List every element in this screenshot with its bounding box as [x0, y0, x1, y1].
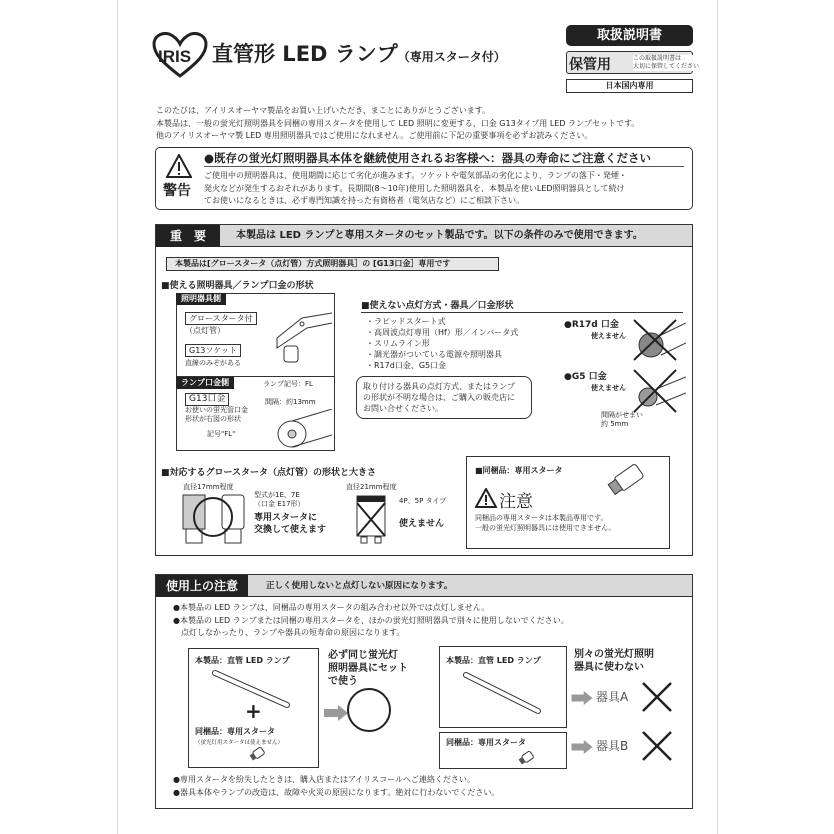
iris-logo	[152, 32, 208, 78]
cap-label: G13口金	[185, 393, 229, 406]
separate-starter-box	[439, 732, 567, 769]
starter-heading: ■対応するグロースタータ（点灯管）の形状と大きさ	[161, 468, 377, 478]
glow-starter-illustration	[180, 493, 248, 545]
intro-text: このたびは、アイリスオーヤマ製品をお買い上げいただき、まことにありがとうございます。 本製品は、一般の蛍光灯照明器具を同梱の専用スタータを使用して LED 照明に変更する、口金 G13タイプ用 LED ランプセットです。 他のアイリスオーヤマ製 LED 専用照明器具ではご使用になれません。ご使用前に下記の重要事項を必ずお読みください。	[156, 106, 640, 140]
keep-badge	[566, 51, 700, 74]
replace-note: 専用スタータに 交換して使えます	[254, 513, 327, 535]
g5-gap: 間隔がせまい 約 5mm	[601, 411, 643, 428]
cross-icon	[641, 681, 673, 713]
same-fixture-note: 必ず同じ蛍光灯 照明器具にセット で使う	[328, 650, 408, 687]
g5-note: 使えません	[591, 384, 626, 392]
usable-heading: ■使える照明器具／ランプ口金の形状	[161, 281, 314, 291]
r17d-cross-icon	[626, 315, 686, 365]
cannot-use: 使えません	[399, 519, 445, 529]
usage-label: 使用上の注意	[156, 575, 248, 597]
led-lamp-icon	[462, 671, 542, 715]
important-notice: 本製品は[グロースタータ（点灯管）方式照明器具］の [G13口金］専用です	[166, 257, 499, 271]
included-box	[466, 456, 670, 549]
warning-box	[155, 147, 693, 210]
g5-cross-icon	[626, 367, 686, 415]
pin-gap: 間隔：約13mm	[265, 398, 316, 406]
separate-note: 別々の蛍光灯照明 器具に使わない	[574, 649, 654, 673]
svg-text:IRIS: IRIS	[158, 47, 192, 66]
lamp-label: 本製品：直管 LED ランプ	[446, 656, 541, 665]
fixture-b-label: 器具B	[596, 739, 629, 753]
cross-icon	[641, 730, 673, 762]
lamp-code: ランプ記号：FL	[263, 380, 313, 388]
socket-note: 直線のみぞがある	[185, 359, 241, 367]
cap-note: お使いの蛍光管口金 形状が右図の形状	[185, 406, 248, 423]
starter-icon	[607, 463, 647, 497]
lamp-label: 本製品：直管 LED ランプ	[195, 656, 290, 665]
starter-icon	[249, 747, 265, 761]
ok-circle-icon	[346, 687, 392, 733]
r17d-note: 使えません	[591, 332, 626, 340]
important-label: 重 要	[156, 225, 220, 247]
arrow-right-icon	[571, 691, 593, 705]
glow-label: グロースタータ付	[185, 312, 257, 325]
starter-note: （蛍光灯用スタータは使えません）	[195, 740, 284, 746]
plus-sign: +	[245, 699, 262, 723]
page-edge-left	[117, 0, 118, 834]
keep-label: 保管用	[569, 57, 611, 73]
domestic-badge: 日本国内専用	[566, 79, 693, 93]
inquiry-note: 取り付ける器具の点灯方式、またはランプ の形状が不明な場合は、ご購入の販売店に お問い合せください。	[356, 376, 532, 419]
4p-starter-cross-icon	[354, 493, 388, 545]
dia17-label: 直径17mm程度	[183, 483, 234, 491]
starter-icon	[518, 751, 534, 765]
unusable-list: ・ラピッドスタート式 ・高周波点灯専用（Hf）形／インバータ式 ・スリムライン形 ・調光器がついている電源や照明器具 ・R17d口金、G5口金	[366, 317, 519, 370]
lamp-side-label: ランプ口金側	[176, 377, 234, 389]
caution-label: 注意	[499, 492, 533, 512]
lamp-cap-illustration	[272, 409, 332, 449]
separate-lamp-box	[439, 646, 567, 728]
included-heading: ■同梱品：専用スタータ	[475, 466, 563, 475]
usage-message: 正しく使用しないと点灯しない原因になります。	[266, 581, 453, 591]
warning-text: ご使用中の照明器具は、使用期間に応じて劣化が進みます。ソケットや電気部品の劣化により、ランプの落下・発煙・ 発火などが発生するおそれがあります。長期間(8～10年)使用した照明器具を、本製品を使いLED照明器具として続け てお使いになるときは、必ず専門知識を持った有資格者（電気店など）にご相談下さい。	[204, 171, 627, 205]
usable-diagram	[176, 293, 335, 451]
glow-sub: （点灯管）	[185, 326, 225, 335]
fixture-a-label: 器具A	[596, 690, 629, 704]
socket-label: G13ソケット	[185, 344, 241, 357]
warning-icon	[166, 154, 192, 178]
r17d-label: ●R17d 口金	[564, 320, 619, 330]
fixture-side-label: 照明器具側	[176, 293, 226, 305]
starter-types: 型式が1E、7E （口金 E17形）	[254, 491, 305, 508]
fixture-illustration	[272, 308, 334, 368]
manual-badge: 取扱説明書	[566, 25, 693, 46]
important-section	[155, 224, 693, 556]
starter-label: 同梱品：専用スタータ	[446, 738, 526, 747]
p-types: 4P、5P タイプ	[399, 497, 447, 505]
arrow-right-icon	[324, 705, 348, 721]
warning-heading: ●既存の蛍光灯照明器具本体を継続使用されるお客様へ：器具の寿命にご注意ください	[204, 151, 652, 165]
caution-text: 同梱品の専用スタータは本製品専用です。 一般の蛍光灯照明器具には使用できません。	[475, 514, 616, 532]
starter-label: 同梱品：専用スタータ	[195, 727, 275, 736]
page-edge-right	[717, 0, 718, 834]
unusable-heading: ■使えない点灯方式・器具／口金形状	[361, 301, 514, 311]
usage-bullets-bottom: ●専用スタータを紛失したときは、購入店またはアイリスコールへご連絡ください。 ●器具本体やランプの改造は、故障や火災の原因になります。絶対に行わないでください。	[173, 775, 500, 797]
arrow-right-icon	[571, 740, 593, 754]
caution-icon	[475, 488, 497, 508]
fl-mark: 記号"FL"	[207, 430, 236, 438]
dia21-label: 直径21mm程度	[346, 483, 397, 491]
set-box	[188, 648, 319, 768]
usage-bullets-top: ●本製品の LED ランプは、同梱品の専用スタータの組み合わせ以外では点灯しません。 ●本製品の LED ランプまたは同梱の専用スタータを、ほかの蛍光灯照明器具で別々に使用しないでください。 点灯しなかったり、ランプや器具の短寿命の原因になります。	[173, 603, 569, 637]
page-title: 直管形 LED ランプ（専用スタータ付）	[212, 42, 506, 66]
g5-label: ●G5 口金	[564, 372, 607, 382]
important-message: 本製品は LED ランプと専用スタータのセット製品です。以下の条件のみで使用できます。	[236, 230, 643, 241]
keep-note: この取扱説明書は 大切に保管してください	[633, 55, 700, 70]
warning-label: 警告	[163, 183, 191, 199]
usage-section	[155, 574, 693, 809]
